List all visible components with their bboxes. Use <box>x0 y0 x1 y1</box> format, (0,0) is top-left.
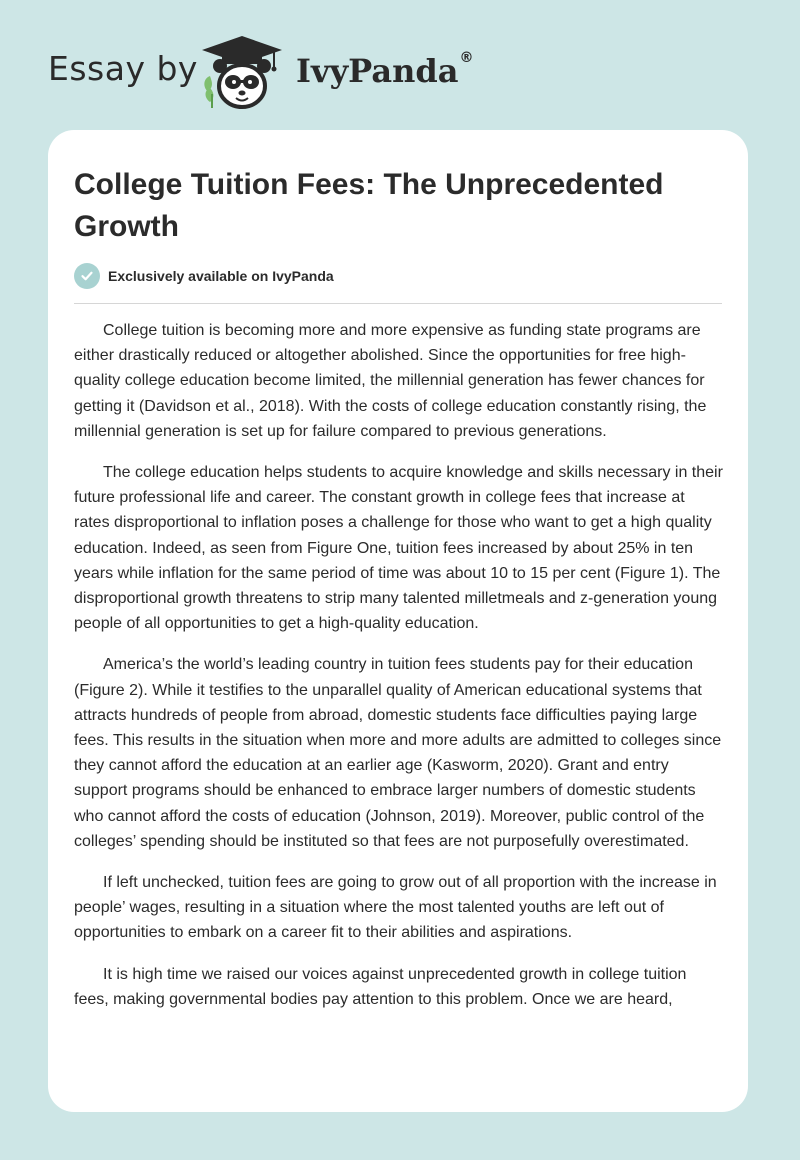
paragraph: The college education helps students to acquire knowledge and skills necessary in their future professional life and career. The constant growth in college fees that increase at rates disproportional to inflation poses a challenge for those who want to get a high quality education. Indeed, as seen from Figure One, tuition fees increased by about 25% in ten years while inflation for the same period of time was about 10 to 15 per cent (Figure 1). The disproportional growth threatens to strip many talented milletmeals and z-generation young people of all opportunities to get a high-quality education. <box>74 464 723 633</box>
registered-mark: ® <box>459 50 474 66</box>
divider <box>74 303 722 304</box>
site-header <box>48 32 548 112</box>
paragraph: College tuition is becoming more and more expensive as funding state programs are either drastically reduced or altogether abolished. Since the opportunities for free high-quality college education become limited, the millennial generation has fewer chances for getting it (Davidson et al., 2018). With the costs of college education constantly rising, the millennial generation is set up for failure compared to previous generations. <box>74 322 707 440</box>
essay-body <box>74 318 724 1028</box>
exclusive-badge-label: Exclusively available on IvyPanda <box>108 268 334 284</box>
brand-name[interactable]: IvyPanda® <box>296 50 474 90</box>
paragraph: If left unchecked, tuition fees are going to grow out of all proportion with the increase in people’ wages, resulting in a situation where the most talented youths are left out of opportunities to embark on a career fit to their abilities and aspirations. <box>74 874 717 942</box>
essay-by-label: Essay by <box>48 49 198 88</box>
paragraph: America’s the world’s leading country in tuition fees students pay for their education (Figure 2). While it testifies to the unparallel quality of American educational systems that attracts hundreds of people from abroad, domestic students face difficulties paying large fees. This results in the situation when more and more adults are admitted to colleges since they cannot afford the education at an earlier age (Kasworm, 2020). Grant and entry support programs should be enhanced to embrace larger numbers of domestic students who cannot afford the costs of education (Johnson, 2019). Moreover, public control of the colleges’ spending should be instituted so that fees are not purposefully overestimated. <box>74 656 722 850</box>
check-circle-icon <box>74 263 100 289</box>
page-title: College Tuition Fees: The Unprecedented Growth <box>74 168 664 243</box>
exclusive-badge <box>74 263 334 289</box>
panda-graduate-icon[interactable] <box>200 32 284 112</box>
paragraph: It is high time we raised our voices against unprecedented growth in college tuition fees, making governmental bodies pay attention to this problem. Once we are heard, <box>74 965 687 1008</box>
essay-card <box>48 130 748 1112</box>
